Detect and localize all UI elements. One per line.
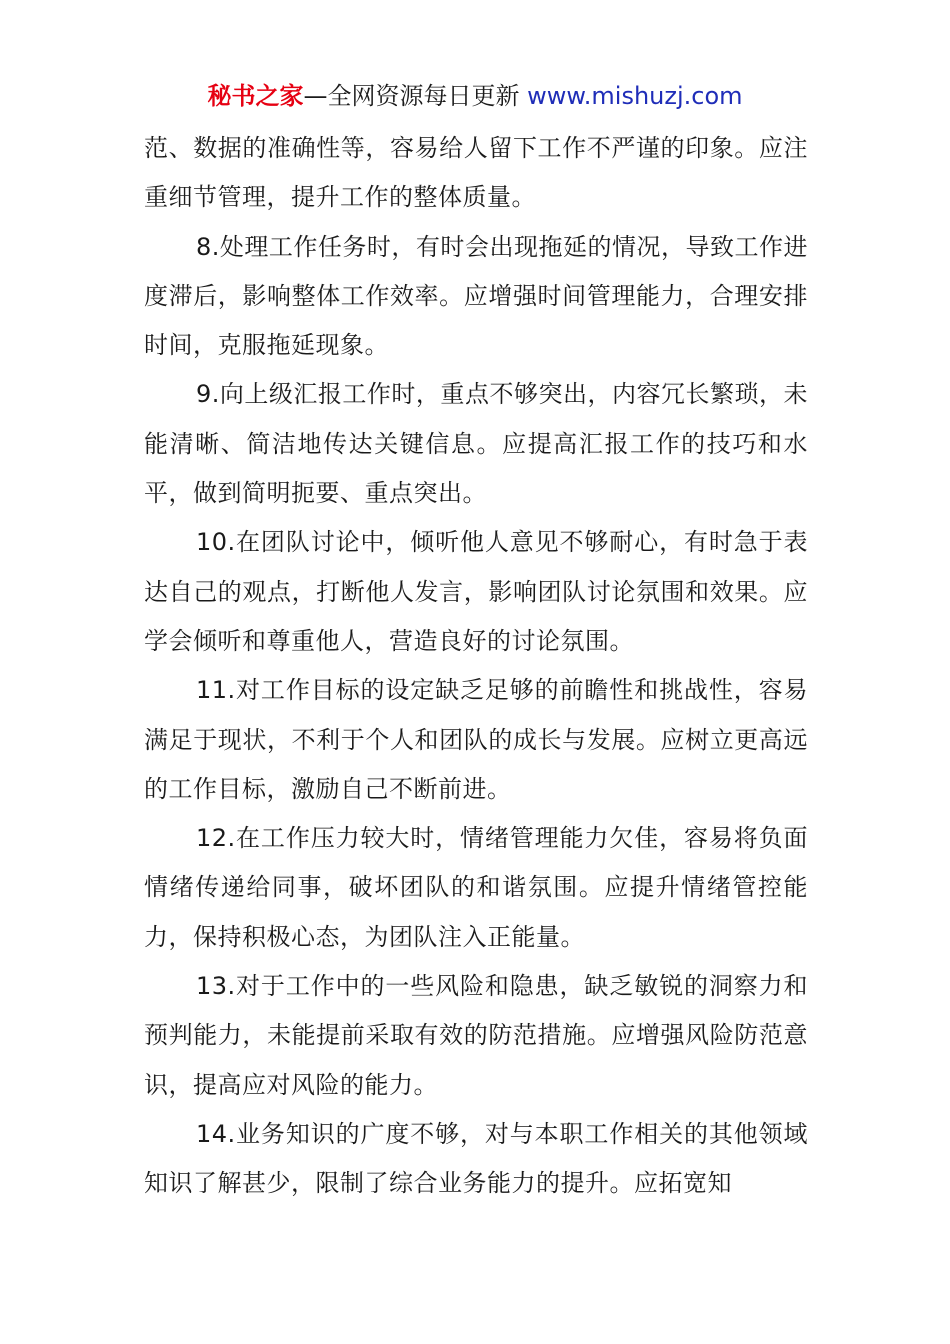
paragraph-item-12: 12.在工作压力较大时，情绪管理能力欠佳，容易将负面情绪传递给同事，破坏团队的和谐氛围。应提升情绪管控能力，保持积极心态，为团队注入正能量。 [144, 824, 808, 951]
document-body [144, 124, 808, 1209]
site-brand: 秘书之家 [207, 82, 304, 110]
paragraph-item-10: 10.在团队讨论中，倾听他人意见不够耐心，有时急于表达自己的观点，打断他人发言，影响团队讨论氛围和效果。应学会倾听和尊重他人，营造良好的讨论氛围。 [144, 528, 808, 655]
site-tagline: —全网资源每日更新 [303, 82, 528, 110]
paragraph-item-11: 11.对工作目标的设定缺乏足够的前瞻性和挑战性，容易满足于现状，不利于个人和团队的成长与发展。应树立更高远的工作目标，激励自己不断前进。 [144, 676, 808, 803]
site-url-link[interactable]: www.mishuzj.com [527, 82, 743, 110]
paragraph-item-13: 13.对于工作中的一些风险和隐患，缺乏敏锐的洞察力和预判能力，未能提前采取有效的防范措施。应增强风险防范意识，提高应对风险的能力。 [144, 972, 808, 1099]
paragraph-item-8: 8.处理工作任务时，有时会出现拖延的情况，导致工作进度滞后，影响整体工作效率。应增强时间管理能力，合理安排时间，克服拖延现象。 [144, 232, 808, 360]
paragraph-item-14: 14.业务知识的广度不够，对与本职工作相关的其他领域知识了解甚少，限制了综合业务能力的提升。应拓宽知 [144, 1119, 808, 1198]
page-header [0, 80, 950, 112]
paragraph-item-9: 9.向上级汇报工作时，重点不够突出，内容冗长繁琐，未能清晰、简洁地传达关键信息。应提高汇报工作的技巧和水平，做到简明扼要、重点突出。 [144, 380, 808, 508]
paragraph-continuation: 范、数据的准确性等，容易给人留下工作不严谨的印象。应注重细节管理，提升工作的整体质量。 [144, 134, 808, 212]
